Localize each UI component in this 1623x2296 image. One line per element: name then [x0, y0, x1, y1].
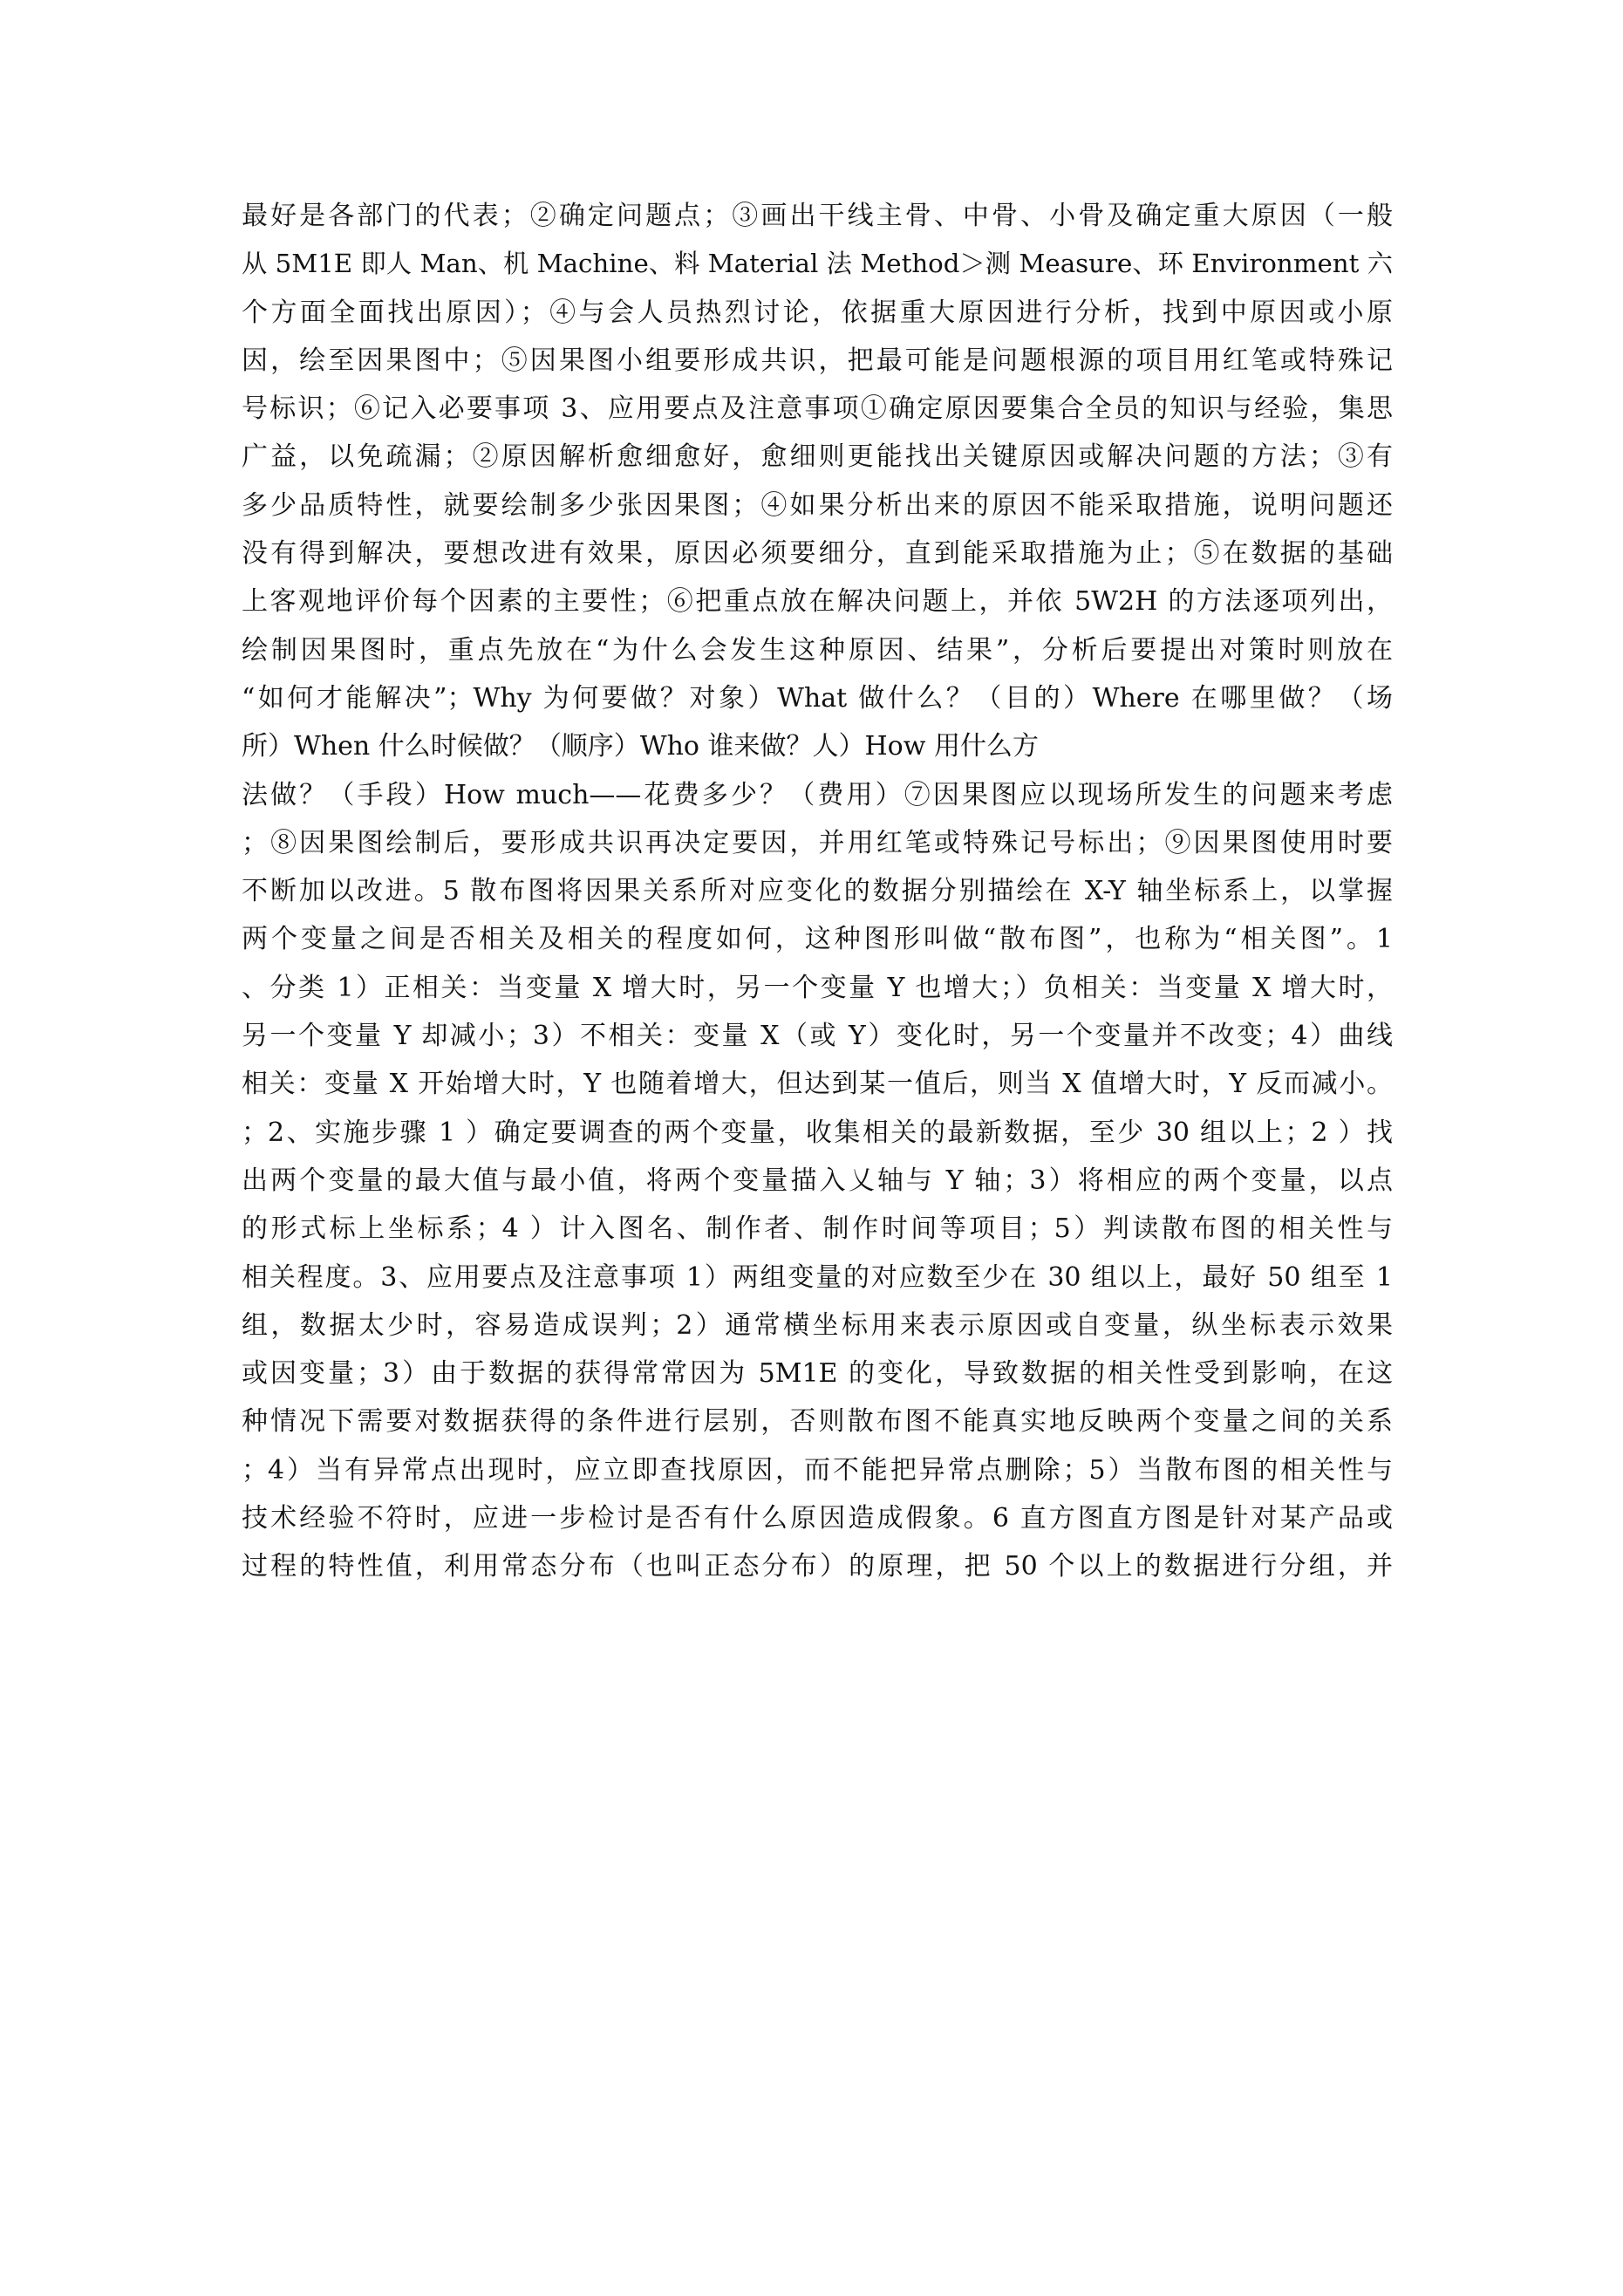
text-line: 的形式标上坐标系；4 ）计入图名、制作者、制作时间等项目；5）判读散布图的相关性与: [242, 1213, 1393, 1245]
text-line: 多少品质特性，就要绘制多少张因果图；④如果分析出来的原因不能采取措施，说明问题还: [242, 489, 1393, 521]
text-line: 过程的特性值，利用常态分布（也叫正态分布）的原理，把 50 个以上的数据进行分组，并: [242, 1551, 1393, 1582]
text-line: 另一个变量 Y 却减小；3）不相关：变量 X（或 Y）变化时，另一个变量并不改变；4）曲线: [242, 1021, 1393, 1052]
text-line: 不断加以改进。5 散布图将因果关系所对应变化的数据分别描绘在 X-Y 轴坐标系上，以掌握: [242, 876, 1393, 907]
text-line: 号标识；⑥记入必要事项 3、应用要点及注意事项①确定原因要集合全员的知识与经验，集思: [242, 393, 1393, 425]
text-line: 技术经验不符时，应进一步检讨是否有什么原因造成假象。6 直方图直方图是针对某产品或: [242, 1503, 1393, 1534]
text-line: 、分类 1）正相关：当变量 X 增大时，另一个变量 Y 也增大；）负相关：当变量 X 增大时，: [242, 972, 1393, 1003]
text-line: ；4）当有异常点出现时，应立即查找原因，而不能把异常点删除；5）当散布图的相关性与: [242, 1454, 1393, 1486]
text-line: ；⑧因果图绘制后，要形成共识再决定要因，并用红笔或特殊记号标出；⑨因果图使用时要: [242, 827, 1393, 858]
text-line: 组，数据太少时，容易造成误判；2）通常横坐标用来表示原因或自变量，纵坐标表示效果: [242, 1309, 1393, 1341]
text-line: 个方面全面找出原因）；④与会人员热烈讨论，依据重大原因进行分析，找到中原因或小原: [242, 297, 1393, 328]
text-line: 相关程度。3、应用要点及注意事项 1）两组变量的对应数至少在 30 组以上，最好 50 组至 1: [242, 1261, 1393, 1293]
text-line: 广益，以免疏漏；②原因解析愈细愈好，愈细则更能找出关键原因或解决问题的方法；③有: [242, 441, 1393, 473]
text-line: 种情况下需要对数据获得的条件进行层别，否则散布图不能真实地反映两个变量之间的关系: [242, 1406, 1393, 1438]
body-text: [242, 192, 1393, 1591]
text-line: ；2、实施步骤 1 ）确定要调查的两个变量，收集相关的最新数据，至少 30 组以上；2 ）找: [242, 1117, 1393, 1148]
text-line: 绘制因果图时，重点先放在“为什么会发生这种原因、结果”，分析后要提出对策时则放在: [242, 634, 1393, 666]
text-line: 所）When 什么时候做？（顺序）Who 谁来做？人）How 用什么方: [242, 731, 1039, 762]
text-line: 法做？（手段）How much——花费多少？（费用）⑦因果图应以现场所发生的问题来考虑: [242, 779, 1393, 810]
text-line: 因，绘至因果图中；⑤因果图小组要形成共识，把最可能是问题根源的项目用红笔或特殊记: [242, 345, 1393, 376]
text-line: 或因变量；3）由于数据的获得常常因为 5M1E 的变化，导致数据的相关性受到影响，在这: [242, 1358, 1393, 1390]
text-line: 出两个变量的最大值与最小值，将两个变量描入乂轴与 Y 轴；3）将相应的两个变量，以点: [242, 1165, 1393, 1196]
text-line: 上客观地评价每个因素的主要性；⑥把重点放在解决问题上，并依 5W2H 的方法逐项列出，: [242, 586, 1393, 618]
text-line: 没有得到解决，要想改进有效果，原因必须要细分，直到能采取措施为止；⑤在数据的基础: [242, 538, 1393, 570]
text-line: “如何才能解决”；Why 为何要做？对象）What 做什么？（目的）Where 在哪里做？（场: [242, 682, 1393, 714]
text-line: 最好是各部门的代表；②确定问题点；③画出干线主骨、中骨、小骨及确定重大原因（一般: [242, 201, 1393, 231]
text-line: 从 5M1E 即人 Man、机 Machine、料 Material 法 Method＞测 Measure、环 Environment 六: [242, 249, 1393, 279]
text-line: 相关：变量 X 开始增大时，Y 也随着增大，但达到某一值后，则当 X 值增大时，Y 反而减小。: [242, 1069, 1393, 1100]
text-line: 两个变量之间是否相关及相关的程度如何，这种图形叫做“散布图”，也称为“相关图”。1: [242, 924, 1393, 955]
